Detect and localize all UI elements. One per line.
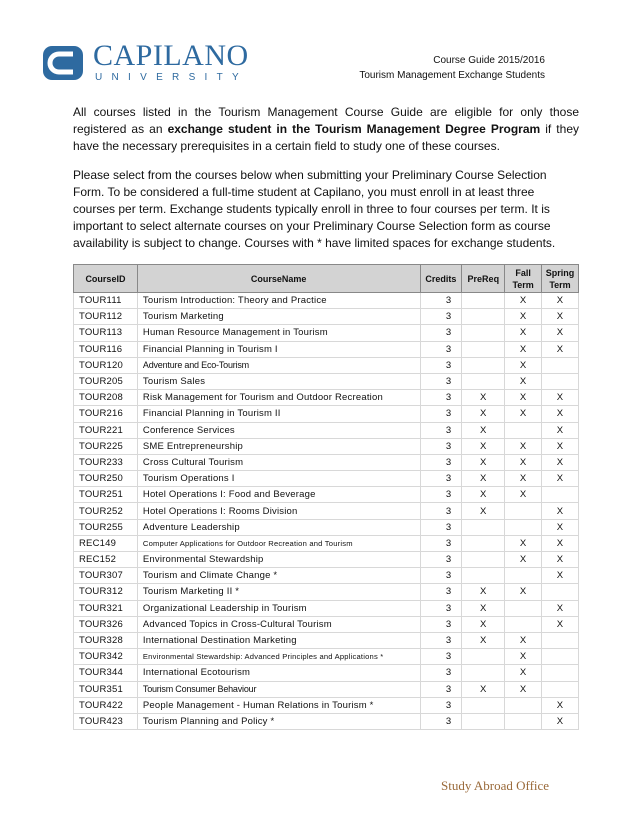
- table-row: [74, 632, 579, 648]
- table-row: [74, 390, 579, 406]
- cell-spring-term: X: [542, 535, 579, 551]
- cell-course-name: Conference Services: [137, 422, 420, 438]
- cell-course-name: Financial Planning in Tourism II: [137, 406, 420, 422]
- cell-fall-term: [505, 568, 542, 584]
- cell-course-name: Tourism Operations I: [137, 471, 420, 487]
- table-row: [74, 454, 579, 470]
- cell-spring-term: [542, 665, 579, 681]
- cell-credits: 3: [420, 649, 462, 665]
- cell-credits: 3: [420, 665, 462, 681]
- course-table: [73, 264, 579, 730]
- cell-credits: 3: [420, 293, 462, 309]
- cell-course-id: TOUR216: [74, 406, 138, 422]
- cell-fall-term: [505, 503, 542, 519]
- cell-prereq: X: [462, 471, 505, 487]
- cell-spring-term: X: [542, 325, 579, 341]
- cell-course-name: Adventure and Eco-Tourism: [137, 357, 420, 373]
- header-course-name: CourseName: [137, 265, 420, 293]
- cell-prereq: [462, 293, 505, 309]
- cell-fall-term: X: [505, 357, 542, 373]
- cell-prereq: X: [462, 487, 505, 503]
- header-prereq: PreReq: [462, 265, 505, 293]
- cell-course-id: TOUR344: [74, 665, 138, 681]
- cell-course-id: TOUR233: [74, 454, 138, 470]
- cell-course-name: People Management - Human Relations in Tourism *: [137, 697, 420, 713]
- cell-spring-term: [542, 584, 579, 600]
- cell-prereq: X: [462, 632, 505, 648]
- cell-fall-term: [505, 697, 542, 713]
- cell-course-id: REC152: [74, 552, 138, 568]
- cell-spring-term: X: [542, 293, 579, 309]
- cell-course-id: TOUR112: [74, 309, 138, 325]
- cell-credits: 3: [420, 309, 462, 325]
- cell-course-id: TOUR251: [74, 487, 138, 503]
- cell-prereq: X: [462, 584, 505, 600]
- intro-text: [73, 104, 579, 252]
- cell-course-name: Cross Cultural Tourism: [137, 454, 420, 470]
- cell-spring-term: X: [542, 309, 579, 325]
- cell-fall-term: X: [505, 632, 542, 648]
- table-row: [74, 325, 579, 341]
- cell-course-id: TOUR113: [74, 325, 138, 341]
- intro-bold: exchange student in the Tourism Management Degree Program: [167, 122, 541, 136]
- cell-credits: 3: [420, 584, 462, 600]
- table-row: [74, 713, 579, 729]
- table-row: [74, 422, 579, 438]
- table-row: [74, 341, 579, 357]
- cell-prereq: [462, 341, 505, 357]
- cell-course-name: Tourism and Climate Change *: [137, 568, 420, 584]
- cell-course-id: TOUR351: [74, 681, 138, 697]
- cell-course-id: TOUR116: [74, 341, 138, 357]
- cell-spring-term: X: [542, 713, 579, 729]
- cell-fall-term: X: [505, 535, 542, 551]
- header-fall-term: Fall Term: [505, 265, 542, 293]
- header-spring-term: Spring Term: [542, 265, 579, 293]
- cell-fall-term: X: [505, 584, 542, 600]
- intro-text-b: if they have the necessary prerequisites in a certain field to study one of these courses.: [73, 122, 579, 153]
- cell-credits: 3: [420, 600, 462, 616]
- table-row: [74, 616, 579, 632]
- table-row: [74, 293, 579, 309]
- cell-fall-term: X: [505, 373, 542, 389]
- cell-course-id: TOUR120: [74, 357, 138, 373]
- cell-credits: 3: [420, 325, 462, 341]
- cell-credits: 3: [420, 503, 462, 519]
- cell-credits: 3: [420, 373, 462, 389]
- cell-fall-term: X: [505, 487, 542, 503]
- table-row: [74, 503, 579, 519]
- cell-spring-term: X: [542, 390, 579, 406]
- cell-spring-term: X: [542, 697, 579, 713]
- cell-course-name: International Destination Marketing: [137, 632, 420, 648]
- cell-course-name: Human Resource Management in Tourism: [137, 325, 420, 341]
- cell-course-name: Environmental Stewardship: Advanced Principles and Applications *: [137, 649, 420, 665]
- cell-prereq: X: [462, 616, 505, 632]
- cell-course-id: TOUR328: [74, 632, 138, 648]
- cell-credits: 3: [420, 519, 462, 535]
- cell-spring-term: X: [542, 503, 579, 519]
- cell-fall-term: X: [505, 341, 542, 357]
- cell-spring-term: X: [542, 568, 579, 584]
- table-row: [74, 373, 579, 389]
- cell-credits: 3: [420, 390, 462, 406]
- cell-spring-term: X: [542, 519, 579, 535]
- cell-prereq: X: [462, 422, 505, 438]
- table-row: [74, 665, 579, 681]
- cell-fall-term: X: [505, 325, 542, 341]
- cell-prereq: [462, 713, 505, 729]
- intro-paragraph-2: Please select from the courses below when submitting your Preliminary Course Selection Form. To be considered a full-time student at Capilano, you must enroll in at least three courses per term. Exchange students typically enroll in three to four courses per term. It is important to select alternate courses on your Preliminary Course Selection form as course availability is subject to change. Courses with * have limited spaces for exchange students.: [73, 168, 556, 250]
- cell-credits: 3: [420, 357, 462, 373]
- cell-prereq: [462, 568, 505, 584]
- cell-course-name: Financial Planning in Tourism I: [137, 341, 420, 357]
- table-row: [74, 649, 579, 665]
- cell-course-name: SME Entrepreneurship: [137, 438, 420, 454]
- table-row: [74, 438, 579, 454]
- cell-course-name: Organizational Leadership in Tourism: [137, 600, 420, 616]
- document-header: [359, 53, 545, 83]
- cell-course-name: Tourism Planning and Policy *: [137, 713, 420, 729]
- cell-credits: 3: [420, 568, 462, 584]
- cell-course-id: TOUR423: [74, 713, 138, 729]
- cell-course-id: TOUR111: [74, 293, 138, 309]
- cell-course-id: TOUR250: [74, 471, 138, 487]
- cell-prereq: [462, 649, 505, 665]
- cell-prereq: X: [462, 454, 505, 470]
- table-row: [74, 552, 579, 568]
- footer-office: Study Abroad Office: [441, 778, 550, 794]
- intro-paragraph-1: [73, 104, 579, 155]
- cell-course-name: Adventure Leadership: [137, 519, 420, 535]
- cell-course-id: TOUR307: [74, 568, 138, 584]
- cell-credits: 3: [420, 681, 462, 697]
- cell-credits: 3: [420, 454, 462, 470]
- cell-credits: 3: [420, 341, 462, 357]
- cell-spring-term: [542, 632, 579, 648]
- cell-fall-term: [505, 616, 542, 632]
- table-row: [74, 406, 579, 422]
- cell-fall-term: [505, 600, 542, 616]
- table-row: [74, 471, 579, 487]
- table-header-row: [74, 265, 579, 293]
- cell-spring-term: X: [542, 406, 579, 422]
- cell-fall-term: X: [505, 293, 542, 309]
- cell-credits: 3: [420, 552, 462, 568]
- cell-spring-term: X: [542, 471, 579, 487]
- cell-spring-term: [542, 681, 579, 697]
- cell-course-id: TOUR255: [74, 519, 138, 535]
- cell-prereq: X: [462, 503, 505, 519]
- cell-prereq: X: [462, 406, 505, 422]
- cell-prereq: [462, 325, 505, 341]
- cell-course-id: TOUR208: [74, 390, 138, 406]
- cell-credits: 3: [420, 487, 462, 503]
- cell-course-name: Hotel Operations I: Rooms Division: [137, 503, 420, 519]
- cell-course-id: TOUR205: [74, 373, 138, 389]
- cell-credits: 3: [420, 535, 462, 551]
- header-line-1: Course Guide 2015/2016: [433, 55, 545, 66]
- cell-course-name: Advanced Topics in Cross-Cultural Tourism: [137, 616, 420, 632]
- table-row: [74, 600, 579, 616]
- table-row: [74, 697, 579, 713]
- table-row: [74, 535, 579, 551]
- cell-spring-term: [542, 357, 579, 373]
- cell-spring-term: X: [542, 422, 579, 438]
- cell-course-name: Computer Applications for Outdoor Recreation and Tourism: [137, 535, 420, 551]
- cell-spring-term: X: [542, 454, 579, 470]
- cell-course-name: Tourism Marketing II *: [137, 584, 420, 600]
- cell-course-name: Tourism Marketing: [137, 309, 420, 325]
- cell-fall-term: X: [505, 681, 542, 697]
- cell-course-id: REC149: [74, 535, 138, 551]
- table-row: [74, 681, 579, 697]
- cell-prereq: X: [462, 681, 505, 697]
- logo-name: CAPILANO: [93, 39, 249, 72]
- cell-course-id: TOUR422: [74, 697, 138, 713]
- cell-credits: 3: [420, 632, 462, 648]
- cell-prereq: X: [462, 390, 505, 406]
- cell-fall-term: [505, 713, 542, 729]
- cell-credits: 3: [420, 438, 462, 454]
- cell-credits: 3: [420, 422, 462, 438]
- cell-spring-term: X: [542, 438, 579, 454]
- cell-prereq: [462, 519, 505, 535]
- cell-prereq: [462, 309, 505, 325]
- capilano-c-icon: [43, 46, 83, 80]
- intro-text-a: All courses listed in the Tourism Management Course Guide are eligible for only those registered as an: [73, 105, 579, 136]
- table-row: [74, 519, 579, 535]
- logo-subtitle: UNIVERSITY: [95, 72, 249, 83]
- cell-course-name: Tourism Consumer Behaviour: [137, 681, 420, 697]
- cell-spring-term: X: [542, 341, 579, 357]
- cell-prereq: [462, 697, 505, 713]
- cell-prereq: X: [462, 438, 505, 454]
- header-line-2: Tourism Management Exchange Students: [359, 70, 545, 81]
- cell-fall-term: [505, 519, 542, 535]
- cell-credits: 3: [420, 471, 462, 487]
- cell-fall-term: X: [505, 438, 542, 454]
- cell-credits: 3: [420, 406, 462, 422]
- table-row: [74, 487, 579, 503]
- capilano-logo: [43, 39, 249, 86]
- cell-fall-term: X: [505, 406, 542, 422]
- cell-prereq: [462, 535, 505, 551]
- cell-fall-term: [505, 422, 542, 438]
- cell-course-name: Hotel Operations I: Food and Beverage: [137, 487, 420, 503]
- header-course-id: CourseID: [74, 265, 138, 293]
- table-row: [74, 309, 579, 325]
- document-body: [73, 104, 579, 814]
- cell-prereq: [462, 373, 505, 389]
- cell-fall-term: X: [505, 471, 542, 487]
- cell-credits: 3: [420, 713, 462, 729]
- cell-fall-term: X: [505, 649, 542, 665]
- cell-course-id: TOUR326: [74, 616, 138, 632]
- cell-course-name: Tourism Sales: [137, 373, 420, 389]
- cell-course-name: Risk Management for Tourism and Outdoor Recreation: [137, 390, 420, 406]
- table-row: [74, 584, 579, 600]
- cell-fall-term: X: [505, 665, 542, 681]
- cell-course-id: TOUR342: [74, 649, 138, 665]
- cell-course-id: TOUR252: [74, 503, 138, 519]
- cell-prereq: [462, 552, 505, 568]
- table-row: [74, 357, 579, 373]
- cell-spring-term: X: [542, 616, 579, 632]
- cell-spring-term: [542, 373, 579, 389]
- cell-course-name: International Ecotourism: [137, 665, 420, 681]
- table-row: [74, 568, 579, 584]
- cell-prereq: X: [462, 600, 505, 616]
- cell-prereq: [462, 357, 505, 373]
- cell-course-id: TOUR312: [74, 584, 138, 600]
- cell-credits: 3: [420, 697, 462, 713]
- cell-prereq: [462, 665, 505, 681]
- cell-fall-term: X: [505, 309, 542, 325]
- cell-course-id: TOUR321: [74, 600, 138, 616]
- cell-spring-term: X: [542, 552, 579, 568]
- cell-credits: 3: [420, 616, 462, 632]
- cell-course-id: TOUR225: [74, 438, 138, 454]
- cell-fall-term: X: [505, 552, 542, 568]
- cell-course-name: Tourism Introduction: Theory and Practice: [137, 293, 420, 309]
- cell-spring-term: X: [542, 600, 579, 616]
- cell-spring-term: [542, 649, 579, 665]
- cell-fall-term: X: [505, 390, 542, 406]
- cell-spring-term: [542, 487, 579, 503]
- header-credits: Credits: [420, 265, 462, 293]
- cell-fall-term: X: [505, 454, 542, 470]
- cell-course-name: Environmental Stewardship: [137, 552, 420, 568]
- cell-course-id: TOUR221: [74, 422, 138, 438]
